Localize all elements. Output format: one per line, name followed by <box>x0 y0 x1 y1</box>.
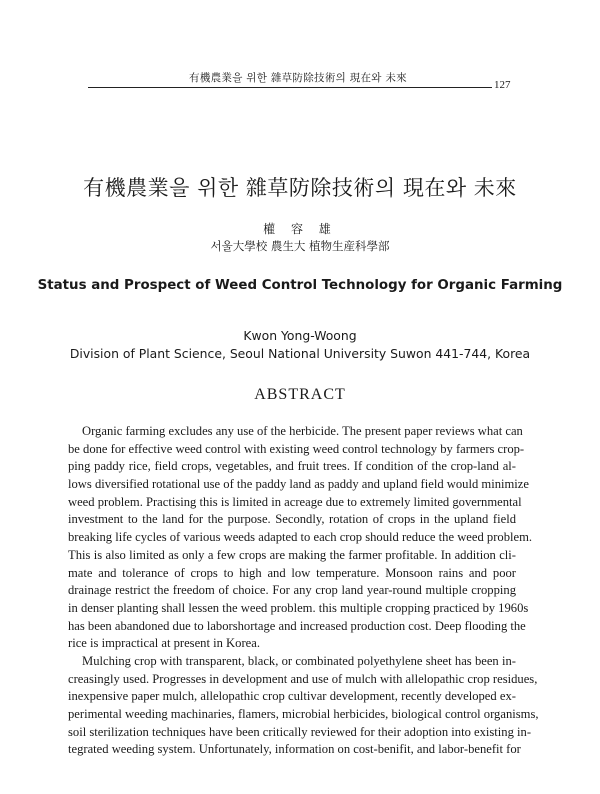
abstract-line: This is also limited as only a few crops are making the farmer profitable. In addition cli- <box>68 547 516 562</box>
abstract-line: ping paddy rice, field crops, vegetables, and fruit trees. If condition of the crop-land al- <box>68 459 516 474</box>
abstract-line: rice is impractical at present in Korea. <box>68 636 260 651</box>
abstract-line: soil sterilization techniques have been critically reviewed for their adoption into existing in- <box>68 724 532 739</box>
abstract-line: perimental weeding machinaries, flamers, microbial herbicides, biological control organisms, <box>68 707 539 721</box>
abstract-line: lows diversified rotational use of the paddy land as paddy and upland field would minimize <box>68 477 529 492</box>
paper-title-korean: 有機農業을 위한 雜草防除技術의 現在와 未來 <box>83 176 517 200</box>
abstract-line: has been abandoned due to laborshortage and increased production cost. Deep flooding the <box>68 618 526 633</box>
affiliation-english: Division of Plant Science, Seoul National University Suwon 441-744, Korea <box>69 346 531 361</box>
abstract-line: be done for effective weed control with existing weed control technology by farmers crop- <box>68 441 525 456</box>
abstract-line: investment to the land for the purpose. Secondly, rotation of crops in the upland field <box>68 512 516 527</box>
running-header: 有機農業을 위한 雜草防除技術의 現在와 未來 <box>189 72 407 84</box>
page-number: 127 <box>494 79 511 91</box>
abstract-line: weed problem. Practising this is limited in acreage due to extremely limited governmental <box>68 494 522 509</box>
abstract-line: drainage restrict the freedom of choice. For any crop land year-round multiple cropping <box>68 583 516 598</box>
abstract-line: Organic farming excludes any use of the herbicide. The present paper reviews what can <box>82 424 523 438</box>
abstract-heading: ABSTRACT <box>254 386 346 403</box>
abstract-body <box>68 423 539 759</box>
author-name-korean: 權 容 雄 <box>263 222 337 236</box>
author-name-english: Kwon Yong-Woong <box>243 328 357 343</box>
header-rule <box>88 87 492 88</box>
affiliation-korean: 서울大學校 農生大 植物生産科學部 <box>210 239 390 253</box>
abstract-line: mate and tolerance of crops to high and low temperature. Monsoon rains and poor <box>68 565 516 580</box>
abstract-line: Mulching crop with transparent, black, or combinated polyethylene sheet has been in- <box>82 653 516 668</box>
paper-title-english: Status and Prospect of Weed Control Technology for Organic Farming <box>37 278 563 293</box>
abstract-line: creasingly used. Progresses in development and use of mulch with allelopathic crop residues, <box>68 671 538 686</box>
abstract-line: inexpensive paper mulch, allelopathic crop cultivar development, recently developed ex- <box>68 689 516 704</box>
abstract-line: breaking life cycles of various weeds adapted to each crop should reduce the weed problem. <box>68 530 533 545</box>
abstract-line: in denser planting shall lessen the weed problem. this multiple cropping practiced by 1960s <box>68 600 529 615</box>
abstract-line: tegrated weeding system. Unfortunately, information on cost-benifit, and labor-benefit for <box>68 742 521 757</box>
